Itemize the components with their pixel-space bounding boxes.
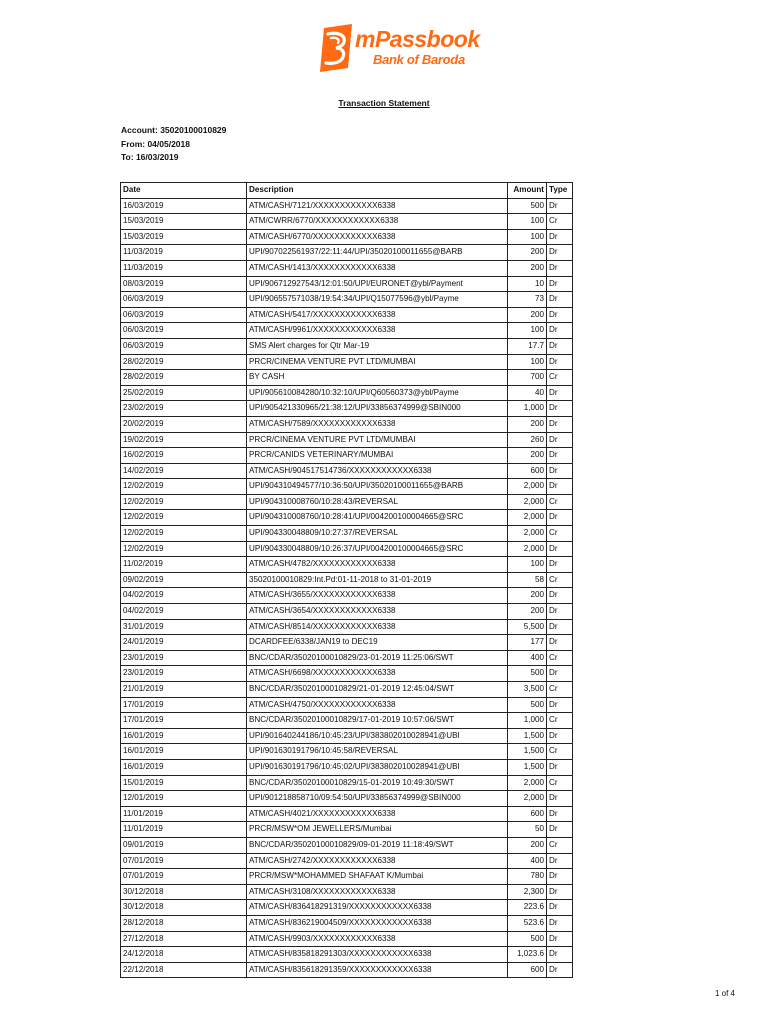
- cell-date: 12/01/2019: [121, 791, 247, 807]
- cell-type: Cr: [547, 526, 573, 542]
- table-row: [121, 401, 573, 417]
- table-row: [121, 682, 573, 698]
- cell-description: ATM/CASH/4782/XXXXXXXXXXXX6338: [247, 557, 508, 573]
- table-row: [121, 775, 573, 791]
- cell-amount: 700: [508, 370, 547, 386]
- table-row: [121, 900, 573, 916]
- table-row: [121, 728, 573, 744]
- cell-description: BNC/CDAR/35020100010829/15-01-2019 10:49:30/SWT: [247, 775, 508, 791]
- cell-description: ATM/CASH/7589/XXXXXXXXXXXX6338: [247, 416, 508, 432]
- cell-date: 23/01/2019: [121, 666, 247, 682]
- cell-amount: 200: [508, 448, 547, 464]
- cell-description: ATM/CASH/3654/XXXXXXXXXXXX6338: [247, 604, 508, 620]
- cell-description: ATM/CASH/836418291319/XXXXXXXXXXXX6338: [247, 900, 508, 916]
- table-row: [121, 385, 573, 401]
- cell-type: Dr: [547, 884, 573, 900]
- table-row: [121, 323, 573, 339]
- cell-description: ATM/CASH/5417/XXXXXXXXXXXX6338: [247, 307, 508, 323]
- cell-type: Dr: [547, 962, 573, 978]
- cell-amount: 200: [508, 837, 547, 853]
- cell-date: 14/02/2019: [121, 463, 247, 479]
- cell-type: Dr: [547, 463, 573, 479]
- cell-date: 15/03/2019: [121, 229, 247, 245]
- cell-amount: 2,000: [508, 494, 547, 510]
- cell-type: Dr: [547, 619, 573, 635]
- cell-date: 07/01/2019: [121, 869, 247, 885]
- cell-type: Dr: [547, 198, 573, 214]
- cell-date: 30/12/2018: [121, 884, 247, 900]
- table-row: [121, 229, 573, 245]
- cell-type: Dr: [547, 635, 573, 651]
- cell-type: Dr: [547, 338, 573, 354]
- cell-amount: 400: [508, 853, 547, 869]
- cell-date: 11/03/2019: [121, 260, 247, 276]
- table-row: [121, 619, 573, 635]
- cell-type: Dr: [547, 385, 573, 401]
- cell-description: DCARDFEE/6338/JAN19 to DEC19: [247, 635, 508, 651]
- cell-description: UPI/907022561937/22:11:44/UPI/35020100011655@BARB: [247, 245, 508, 261]
- cell-type: Dr: [547, 432, 573, 448]
- cell-type: Dr: [547, 354, 573, 370]
- table-row: [121, 744, 573, 760]
- to-date: To: 16/03/2019: [121, 152, 179, 163]
- cell-description: UPI/906712927543/12:01:50/UPI/EURONET@ybl/Payment: [247, 276, 508, 292]
- cell-description: BNC/CDAR/35020100010829/21-01-2019 12:45:04/SWT: [247, 682, 508, 698]
- account-number: Account: 35020100010829: [121, 125, 227, 135]
- cell-description: UPI/901630191796/10:45:02/UPI/383802010028941@UBI: [247, 759, 508, 775]
- table-row: [121, 666, 573, 682]
- cell-amount: 40: [508, 385, 547, 401]
- cell-type: Dr: [547, 416, 573, 432]
- cell-type: Dr: [547, 947, 573, 963]
- cell-date: 17/01/2019: [121, 697, 247, 713]
- cell-amount: 223.6: [508, 900, 547, 916]
- table-row: [121, 588, 573, 604]
- cell-amount: 2,300: [508, 884, 547, 900]
- cell-description: 35020100010829:Int.Pd:01-11-2018 to 31-01-2019: [247, 572, 508, 588]
- cell-amount: 780: [508, 869, 547, 885]
- cell-description: ATM/CASH/3655/XXXXXXXXXXXX6338: [247, 588, 508, 604]
- cell-date: 27/12/2018: [121, 931, 247, 947]
- cell-amount: 2,000: [508, 791, 547, 807]
- cell-date: 06/03/2019: [121, 292, 247, 308]
- table-row: [121, 572, 573, 588]
- cell-amount: 500: [508, 697, 547, 713]
- cell-date: 17/01/2019: [121, 713, 247, 729]
- cell-type: Cr: [547, 837, 573, 853]
- cell-date: 12/02/2019: [121, 494, 247, 510]
- cell-date: 24/12/2018: [121, 947, 247, 963]
- header-date: Date: [121, 183, 247, 199]
- cell-amount: 600: [508, 806, 547, 822]
- cell-amount: 5,500: [508, 619, 547, 635]
- cell-amount: 1,023.6: [508, 947, 547, 963]
- cell-amount: 100: [508, 214, 547, 230]
- cell-description: ATM/CASH/4750/XXXXXXXXXXXX6338: [247, 697, 508, 713]
- table-row: [121, 307, 573, 323]
- cell-amount: 100: [508, 557, 547, 573]
- table-row: [121, 915, 573, 931]
- cell-date: 12/02/2019: [121, 541, 247, 557]
- cell-date: 30/12/2018: [121, 900, 247, 916]
- cell-description: BNC/CDAR/35020100010829/17-01-2019 10:57:06/SWT: [247, 713, 508, 729]
- table-row: [121, 276, 573, 292]
- cell-amount: 200: [508, 307, 547, 323]
- cell-type: Cr: [547, 370, 573, 386]
- cell-amount: 2,000: [508, 510, 547, 526]
- cell-type: Dr: [547, 292, 573, 308]
- cell-description: UPI/904330048809/10:27:37/REVERSAL: [247, 526, 508, 542]
- cell-date: 16/02/2019: [121, 448, 247, 464]
- cell-amount: 600: [508, 962, 547, 978]
- logo-subtitle: Bank of Baroda: [373, 52, 465, 67]
- table-row: [121, 791, 573, 807]
- cell-type: Dr: [547, 276, 573, 292]
- cell-amount: 1,500: [508, 759, 547, 775]
- cell-description: ATM/CASH/6698/XXXXXXXXXXXX6338: [247, 666, 508, 682]
- cell-date: 12/02/2019: [121, 510, 247, 526]
- cell-description: ATM/CASH/9903/XXXXXXXXXXXX6338: [247, 931, 508, 947]
- cell-date: 16/01/2019: [121, 728, 247, 744]
- cell-amount: 1,000: [508, 713, 547, 729]
- table-row: [121, 214, 573, 230]
- statement-title: Transaction Statement: [338, 98, 430, 108]
- cell-description: UPI/901630191796/10:45:58/REVERSAL: [247, 744, 508, 760]
- cell-description: ATM/CASH/8514/XXXXXXXXXXXX6338: [247, 619, 508, 635]
- cell-date: 16/03/2019: [121, 198, 247, 214]
- cell-date: 21/01/2019: [121, 682, 247, 698]
- table-row: [121, 869, 573, 885]
- table-row: [121, 292, 573, 308]
- bank-logo: [318, 24, 480, 74]
- cell-type: Dr: [547, 323, 573, 339]
- cell-amount: 260: [508, 432, 547, 448]
- cell-date: 04/02/2019: [121, 604, 247, 620]
- header-description: Description: [247, 183, 508, 199]
- cell-date: 12/02/2019: [121, 526, 247, 542]
- cell-date: 06/03/2019: [121, 307, 247, 323]
- table-row: [121, 198, 573, 214]
- cell-type: Dr: [547, 448, 573, 464]
- cell-date: 24/01/2019: [121, 635, 247, 651]
- cell-date: 04/02/2019: [121, 588, 247, 604]
- cell-date: 16/01/2019: [121, 744, 247, 760]
- cell-amount: 2,000: [508, 541, 547, 557]
- cell-date: 28/12/2018: [121, 915, 247, 931]
- cell-date: 25/02/2019: [121, 385, 247, 401]
- cell-description: PRCR/MSW*MOHAMMED SHAFAAT K/Mumbai: [247, 869, 508, 885]
- cell-type: Dr: [547, 822, 573, 838]
- cell-amount: 100: [508, 354, 547, 370]
- cell-date: 09/01/2019: [121, 837, 247, 853]
- cell-amount: 100: [508, 323, 547, 339]
- cell-description: UPI/906557571038/19:54:34/UPI/Q15077596@ybl/Payme: [247, 292, 508, 308]
- cell-date: 11/03/2019: [121, 245, 247, 261]
- cell-description: PRCR/CANIDS VETERINARY/MUMBAI: [247, 448, 508, 464]
- cell-amount: 200: [508, 604, 547, 620]
- cell-date: 20/02/2019: [121, 416, 247, 432]
- cell-date: 23/02/2019: [121, 401, 247, 417]
- cell-date: 16/01/2019: [121, 759, 247, 775]
- cell-description: ATM/CASH/4021/XXXXXXXXXXXX6338: [247, 806, 508, 822]
- table-row: [121, 604, 573, 620]
- cell-date: 11/01/2019: [121, 822, 247, 838]
- bank-of-baroda-logo-icon: [318, 24, 356, 72]
- cell-type: Dr: [547, 245, 573, 261]
- header-amount: Amount: [508, 183, 547, 199]
- table-row: [121, 837, 573, 853]
- cell-type: Dr: [547, 541, 573, 557]
- cell-type: Dr: [547, 900, 573, 916]
- table-row: [121, 432, 573, 448]
- cell-type: Cr: [547, 775, 573, 791]
- cell-description: ATM/CWRR/6770/XXXXXXXXXXXX6338: [247, 214, 508, 230]
- table-row: [121, 635, 573, 651]
- cell-amount: 200: [508, 245, 547, 261]
- table-row: [121, 931, 573, 947]
- cell-date: 08/03/2019: [121, 276, 247, 292]
- table-row: [121, 260, 573, 276]
- cell-amount: 177: [508, 635, 547, 651]
- table-row: [121, 479, 573, 495]
- cell-amount: 1,000: [508, 401, 547, 417]
- transaction-table: [120, 182, 573, 978]
- table-row: [121, 962, 573, 978]
- cell-amount: 500: [508, 931, 547, 947]
- cell-description: BNC/CDAR/35020100010829/23-01-2019 11:25:06/SWT: [247, 650, 508, 666]
- cell-type: Cr: [547, 713, 573, 729]
- cell-description: UPI/901640244186/10:45:23/UPI/383802010028941@UBI: [247, 728, 508, 744]
- cell-date: 11/02/2019: [121, 557, 247, 573]
- cell-description: UPI/904330048809/10:26:37/UPI/004200100004665@SRC: [247, 541, 508, 557]
- cell-amount: 400: [508, 650, 547, 666]
- table-row: [121, 463, 573, 479]
- cell-amount: 600: [508, 463, 547, 479]
- table-row: [121, 822, 573, 838]
- cell-type: Cr: [547, 494, 573, 510]
- table-row: [121, 650, 573, 666]
- cell-date: 06/03/2019: [121, 323, 247, 339]
- table-row: [121, 557, 573, 573]
- cell-type: Dr: [547, 728, 573, 744]
- cell-amount: 3,500: [508, 682, 547, 698]
- cell-date: 06/03/2019: [121, 338, 247, 354]
- table-row: [121, 853, 573, 869]
- table-row: [121, 245, 573, 261]
- table-row: [121, 884, 573, 900]
- cell-description: SMS Alert charges for Qtr Mar-19: [247, 338, 508, 354]
- transaction-rows: [121, 198, 573, 978]
- cell-description: ATM/CASH/836219004509/XXXXXXXXXXXX6338: [247, 915, 508, 931]
- cell-type: Dr: [547, 260, 573, 276]
- cell-date: 07/01/2019: [121, 853, 247, 869]
- table-row: [121, 541, 573, 557]
- cell-amount: 500: [508, 198, 547, 214]
- cell-description: UPI/904310008760/10:28:41/UPI/004200100004665@SRC: [247, 510, 508, 526]
- cell-date: 19/02/2019: [121, 432, 247, 448]
- table-row: [121, 370, 573, 386]
- cell-amount: 1,500: [508, 744, 547, 760]
- cell-amount: 2,000: [508, 526, 547, 542]
- cell-description: PRCR/CINEMA VENTURE PVT LTD/MUMBAI: [247, 354, 508, 370]
- cell-date: 23/01/2019: [121, 650, 247, 666]
- header-type: Type: [547, 183, 573, 199]
- cell-type: Dr: [547, 791, 573, 807]
- cell-amount: 200: [508, 416, 547, 432]
- table-row: [121, 697, 573, 713]
- table-row: [121, 416, 573, 432]
- cell-amount: 2,000: [508, 775, 547, 791]
- cell-date: 31/01/2019: [121, 619, 247, 635]
- cell-amount: 200: [508, 260, 547, 276]
- cell-type: Dr: [547, 401, 573, 417]
- cell-date: 22/12/2018: [121, 962, 247, 978]
- cell-amount: 500: [508, 666, 547, 682]
- cell-description: ATM/CASH/3108/XXXXXXXXXXXX6338: [247, 884, 508, 900]
- cell-type: Cr: [547, 214, 573, 230]
- cell-amount: 73: [508, 292, 547, 308]
- cell-description: ATM/CASH/1413/XXXXXXXXXXXX6338: [247, 260, 508, 276]
- cell-amount: 58: [508, 572, 547, 588]
- table-row: [121, 448, 573, 464]
- table-row: [121, 526, 573, 542]
- table-row: [121, 354, 573, 370]
- cell-description: ATM/CASH/7121/XXXXXXXXXXXX6338: [247, 198, 508, 214]
- table-row: [121, 806, 573, 822]
- cell-type: Dr: [547, 479, 573, 495]
- cell-amount: 17.7: [508, 338, 547, 354]
- cell-amount: 50: [508, 822, 547, 838]
- cell-date: 15/03/2019: [121, 214, 247, 230]
- cell-description: UPI/904310008760/10:28:43/REVERSAL: [247, 494, 508, 510]
- cell-date: 28/02/2019: [121, 354, 247, 370]
- cell-description: ATM/CASH/904517514736/XXXXXXXXXXXX6338: [247, 463, 508, 479]
- cell-type: Dr: [547, 853, 573, 869]
- cell-amount: 200: [508, 588, 547, 604]
- page-number: 1 of 4: [714, 989, 735, 998]
- cell-type: Cr: [547, 650, 573, 666]
- cell-description: ATM/CASH/6770/XXXXXXXXXXXX6338: [247, 229, 508, 245]
- cell-type: Dr: [547, 869, 573, 885]
- cell-date: 28/02/2019: [121, 370, 247, 386]
- cell-amount: 100: [508, 229, 547, 245]
- table-row: [121, 759, 573, 775]
- cell-type: Dr: [547, 666, 573, 682]
- cell-amount: 10: [508, 276, 547, 292]
- cell-description: PRCR/MSW*OM JEWELLERS/Mumbai: [247, 822, 508, 838]
- cell-description: BNC/CDAR/35020100010829/09-01-2019 11:18:49/SWT: [247, 837, 508, 853]
- cell-amount: 2,000: [508, 479, 547, 495]
- cell-date: 11/01/2019: [121, 806, 247, 822]
- cell-amount: 523.6: [508, 915, 547, 931]
- cell-description: UPI/904310494577/10:36:50/UPI/35020100011655@BARB: [247, 479, 508, 495]
- table-row: [121, 947, 573, 963]
- table-header-row: [121, 183, 573, 199]
- cell-description: ATM/CASH/2742/XXXXXXXXXXXX6338: [247, 853, 508, 869]
- cell-date: 09/02/2019: [121, 572, 247, 588]
- table-row: [121, 510, 573, 526]
- cell-type: Dr: [547, 229, 573, 245]
- cell-type: Dr: [547, 931, 573, 947]
- cell-description: UPI/901218858710/09:54:50/UPI/33856374999@SBIN000: [247, 791, 508, 807]
- cell-amount: 1,500: [508, 728, 547, 744]
- cell-type: Dr: [547, 510, 573, 526]
- cell-description: ATM/CASH/835618291359/XXXXXXXXXXXX6338: [247, 962, 508, 978]
- cell-date: 12/02/2019: [121, 479, 247, 495]
- cell-type: Dr: [547, 307, 573, 323]
- cell-type: Dr: [547, 915, 573, 931]
- cell-type: Dr: [547, 759, 573, 775]
- cell-type: Cr: [547, 744, 573, 760]
- cell-type: Dr: [547, 588, 573, 604]
- table-row: [121, 494, 573, 510]
- cell-type: Dr: [547, 604, 573, 620]
- cell-description: ATM/CASH/835818291303/XXXXXXXXXXXX6338: [247, 947, 508, 963]
- logo-title: mPassbook: [355, 26, 480, 52]
- cell-type: Cr: [547, 572, 573, 588]
- cell-description: UPI/905610084280/10:32:10/UPI/Q60560373@ybl/Payme: [247, 385, 508, 401]
- cell-type: Dr: [547, 806, 573, 822]
- table-row: [121, 713, 573, 729]
- cell-type: Cr: [547, 682, 573, 698]
- cell-date: 15/01/2019: [121, 775, 247, 791]
- cell-type: Dr: [547, 557, 573, 573]
- table-row: [121, 338, 573, 354]
- account-details: [121, 124, 226, 165]
- cell-description: ATM/CASH/9961/XXXXXXXXXXXX6338: [247, 323, 508, 339]
- cell-description: BY CASH: [247, 370, 508, 386]
- cell-type: Dr: [547, 697, 573, 713]
- cell-description: UPI/905421330965/21:38:12/UPI/33856374999@SBIN000: [247, 401, 508, 417]
- from-date: From: 04/05/2018: [121, 138, 190, 149]
- cell-description: PRCR/CINEMA VENTURE PVT LTD/MUMBAI: [247, 432, 508, 448]
